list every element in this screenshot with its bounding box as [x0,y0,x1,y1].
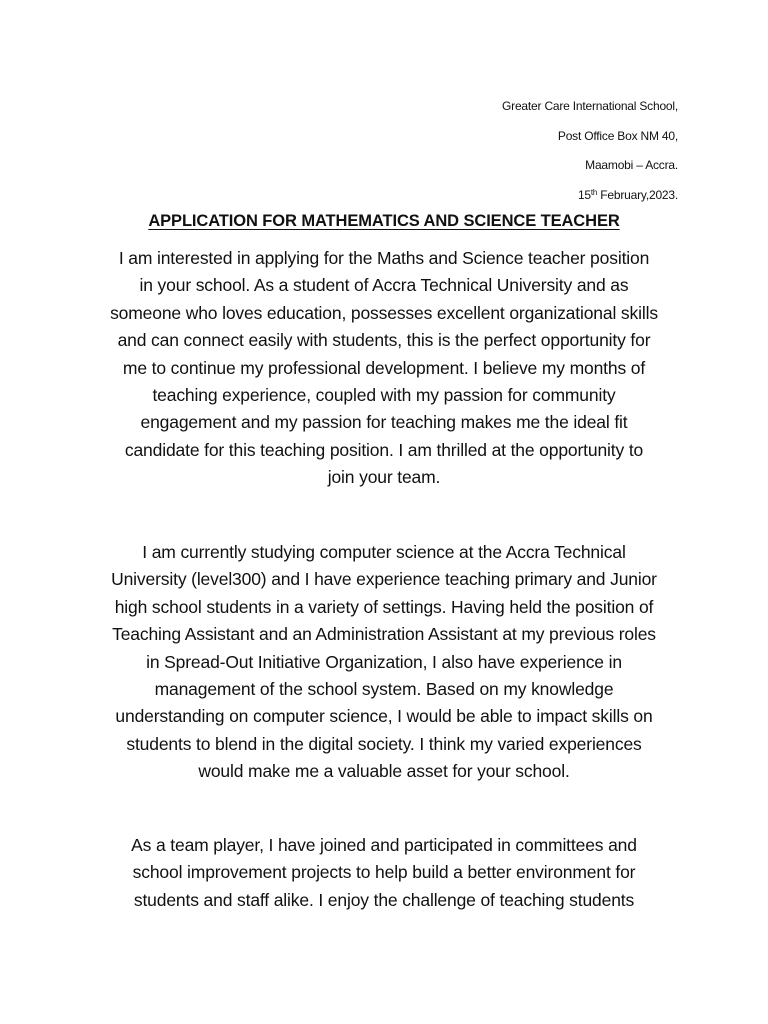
date-rest: February,2023. [597,187,678,202]
letter-date [502,181,678,211]
address-line-school: Greater Care International School, [502,99,678,113]
paragraph-2 [70,539,698,786]
paragraph-line: I am interested in applying for the Maths and Science teacher position [118,248,650,268]
paragraph-line: University (level300) and I have experience teaching primary and Junior [111,569,657,590]
address-line-box: Post Office Box NM 40, [557,128,678,143]
date-suffix: th [590,187,598,197]
paragraph-line: understanding on computer science, I would be able to impact skills on [115,706,653,727]
letter-title: APPLICATION FOR MATHEMATICS AND SCIENCE TEACHER [148,212,620,230]
paragraph-line: management of the school system. Based on my knowledge [154,679,614,700]
paragraph-line: would make me a valuable asset for your school. [198,761,570,782]
paragraph-line: candidate for this teaching position. I am thrilled at the opportunity to [124,439,644,460]
paragraph-line: high school students in a variety of settings. Having held the position of [114,596,654,617]
paragraph-line: Teaching Assistant and an Administration Assistant at my previous roles [112,624,656,645]
paragraph-line: As a team player, I have joined and participated in committees and [131,835,637,855]
paragraph-line: join your team. [327,467,441,488]
paragraph-1 [70,245,698,492]
paragraph-line: and can connect easily with students, this is the perfect opportunity for [117,330,651,351]
school-address-block [502,92,678,210]
paragraph-line: students to blend in the digital society. I think my varied experiences [126,733,642,754]
paragraph-line: in Spread-Out Initiative Organization, I also have experience in [146,651,622,672]
paragraph-line: engagement and my passion for teaching makes me the ideal fit [140,412,628,433]
paragraph-line: teaching experience, coupled with my passion for community [152,385,616,406]
address-line-city: Maamobi – Accra. [585,158,678,172]
date-day: 15 [577,187,591,202]
paragraph-line: students and staff alike. I enjoy the challenge of teaching students [133,889,635,910]
paragraph-line: me to continue my professional development. I believe my months of [122,357,646,378]
paragraph-line: someone who loves education, possesses excellent organizational skills [110,302,658,323]
paragraph-3 [70,832,698,914]
paragraph-line: in your school. As a student of Accra Technical University and as [139,275,629,296]
paragraph-line: I am currently studying computer science at the Accra Technical [142,542,626,562]
paragraph-line: school improvement projects to help build a better environment for [132,862,636,883]
